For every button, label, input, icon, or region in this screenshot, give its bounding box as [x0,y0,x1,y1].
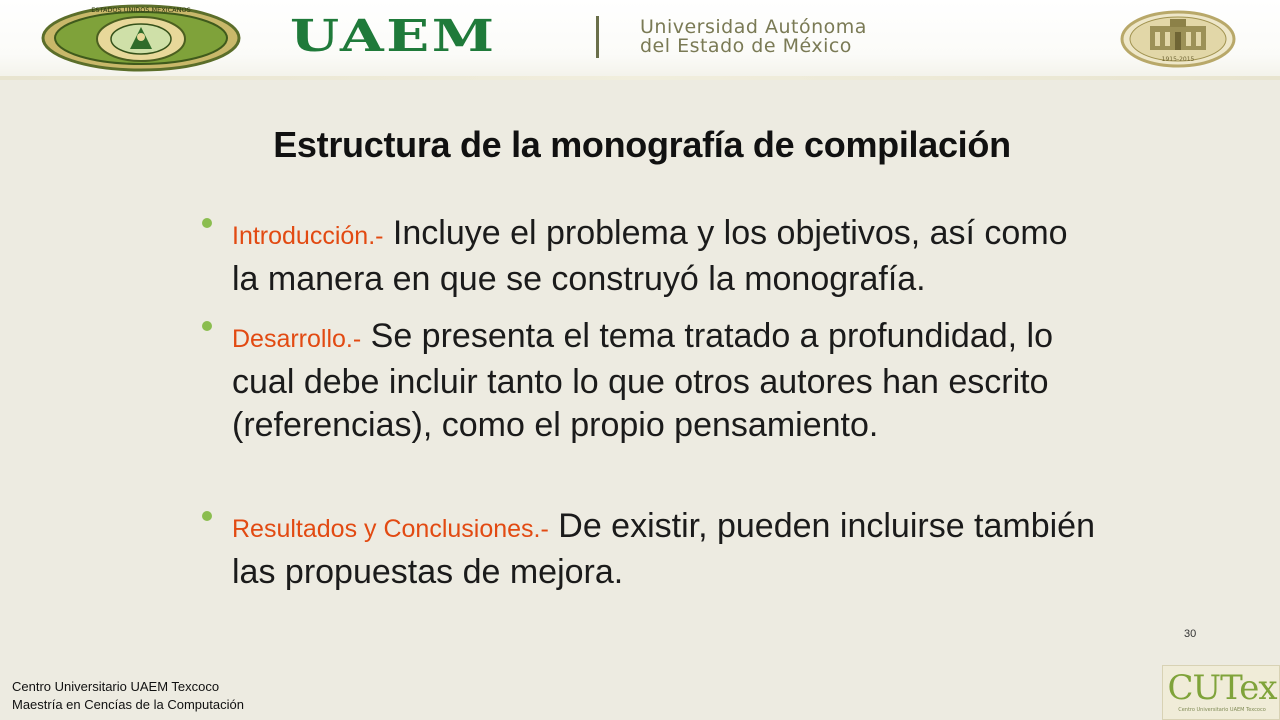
bullet-body: De existir, pueden incluirse también las propuestas de mejora. [232,507,1096,591]
bullet-dot-icon [202,218,212,228]
seal-left-text: ESTADOS UNIDOS MEXICANOS [91,6,191,14]
brand-divider [596,16,599,58]
bullet-label: Desarrollo.- [232,325,362,353]
bullet-text [232,315,1100,447]
cutex-logo [1162,665,1280,720]
uaem-wordmark: UAEM [290,11,497,62]
footer-line-program: Maestría en Cencías de la Computación [12,697,244,712]
university-name [640,18,867,56]
bullet-dot-icon [202,511,212,521]
uaem-building-seal-icon [1120,10,1236,68]
bullet-label: Introducción.- [232,222,384,250]
bullet-text [232,505,1100,594]
seal-right-text: 1915-2015 [1161,56,1195,63]
page-number: 30 [1184,628,1197,640]
cutex-logo-subtitle: Centro Universitario UAEM Texcoco [1178,707,1266,713]
bullet-body: Incluye el problema y los objetivos, así como la manera en que se construyó la monografía. [232,214,1068,298]
cutex-logo-text: CUTex [1167,668,1277,708]
footer-line-center: Centro Universitario UAEM Texcoco [12,679,220,694]
footer-institution [12,678,244,714]
slide-title: Estructura de la monografía de compilación [273,124,1011,165]
state-seal-icon [38,3,244,73]
bullet-body: Se presenta el tema tratado a profundidad, lo cual debe incluir tanto lo que otros autores han escrito (referencias), como el propio pensamiento. [232,317,1053,444]
bullet-text [232,212,1100,301]
university-name-line2: del Estado de México [640,35,852,57]
header-divider [0,76,1280,80]
bullet-dot-icon [202,321,212,331]
header-banner [0,0,1280,78]
university-name-line1: Universidad Autónoma [640,16,867,38]
bullet-label: Resultados y Conclusiones.- [232,515,549,543]
